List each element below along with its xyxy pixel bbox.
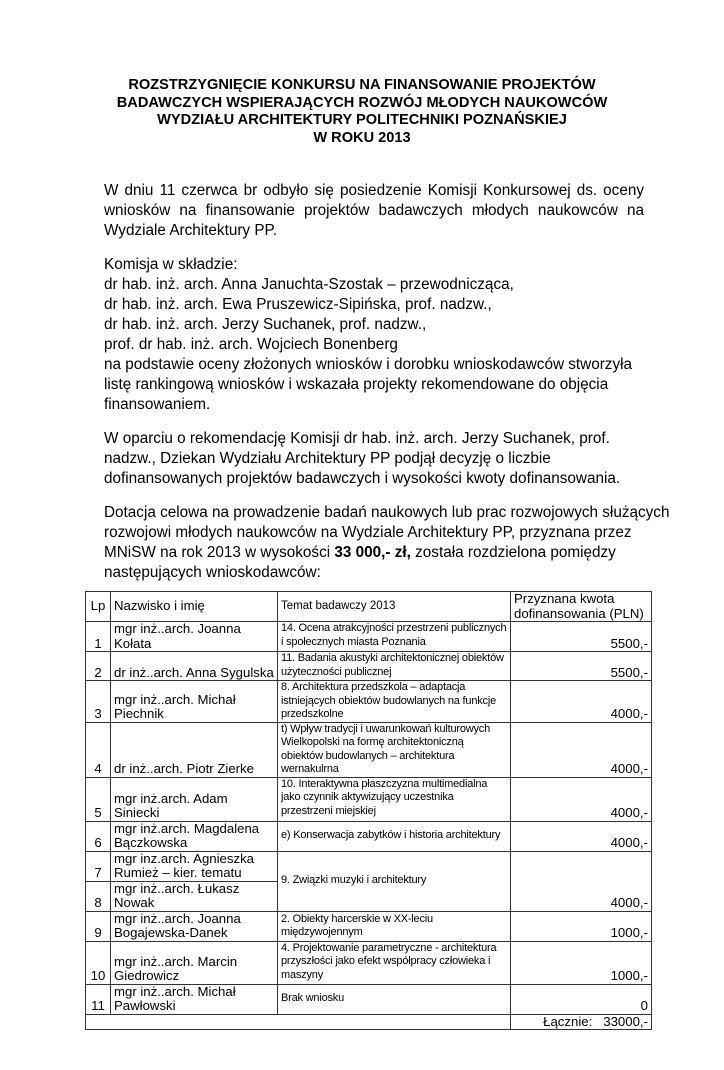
row-amount: 4000,- [511, 777, 652, 821]
row-lp: 3 [86, 681, 111, 723]
total-label: Łącznie: [543, 1013, 593, 1029]
title-line: W ROKU 2013 [313, 129, 411, 146]
text-line [104, 543, 644, 563]
commission-member: dr hab. inż. arch. Ewa Pruszewicz-Sipińska, prof. nadzw., [104, 296, 492, 313]
row-name: mgr inż..arch. Michał Piechnik [111, 681, 278, 723]
table-row [86, 911, 652, 941]
header-amount: Przyznana kwota dofinansowania (PLN) [511, 592, 652, 622]
commission-intro: Komisja w składzie: [104, 256, 238, 273]
row-name: mgr inż..arch. Łukasz Nowak [111, 881, 278, 911]
text-line: nadzw., Dziekan Wydziału Architektury PP podjął decyzję o liczbie [104, 450, 551, 467]
row-topic: 10. Interaktywna płaszczyzna multimedialna jako czynnik aktywizujący uczestnika przestrzeni miejskiej [278, 777, 511, 821]
paragraph-decision [104, 429, 644, 489]
row-name: mgr inż..arch. Marcin Giedrowicz [111, 941, 278, 984]
row-lp: 2 [86, 652, 111, 681]
document-title [80, 77, 644, 147]
total-cell [511, 1014, 652, 1030]
text-line: dofinansowanych projektów badawczych i wysokości kwoty dofinansowania. [104, 470, 621, 487]
row-lp: 9 [86, 911, 111, 941]
header-name: Nazwisko i imię [111, 592, 278, 622]
table-row [86, 821, 652, 851]
row-topic: e) Konserwacja zabytków i historia architektury [278, 821, 511, 851]
row-topic: 11. Badania akustyki architektonicznej obiektów użyteczności publicznej [278, 652, 511, 681]
text-line: W oparciu o rekomendację Komisji dr hab. inż. arch. Jerzy Suchanek, prof. [104, 430, 610, 447]
text: MNiSW na rok 2013 w wysokości [104, 544, 335, 561]
table-header [86, 592, 652, 622]
row-topic: t) Wpływ tradycji i uwarunkowań kulturowych Wielkopolski na formę architektoniczną obiektów budowlanych – architektura wernakulrna [278, 722, 511, 777]
row-amount: 4000,- [511, 722, 652, 777]
grants-table [85, 591, 652, 1030]
row-lp: 10 [86, 941, 111, 984]
row-lp: 5 [86, 777, 111, 821]
commission-member: prof. dr hab. inż. arch. Wojciech Bonenberg [104, 336, 398, 353]
table-row [86, 622, 652, 652]
grant-amount: 33 000,- zł, [334, 544, 411, 561]
row-amount: 1000,- [511, 911, 652, 941]
table-row [86, 941, 652, 984]
table-row [86, 681, 652, 723]
paragraph-commission [104, 255, 644, 415]
text-line: następujących wnioskodawców: [104, 564, 321, 581]
row-lp: 6 [86, 821, 111, 851]
empty-cell [86, 1014, 511, 1030]
row-lp: 7 [86, 851, 111, 881]
row-name: mgr inż..arch. Joanna Bogajewska-Danek [111, 911, 278, 941]
table-wrapper [85, 591, 724, 1030]
text-line: rozwojowi młodych naukowców na Wydziale Architektury PP, przyznana przez [104, 524, 632, 541]
row-amount: 1000,- [511, 941, 652, 984]
total-value: 33000,- [603, 1013, 648, 1029]
title-line: WYDZIAŁU ARCHITEKTURY POLITECHNIKI POZNAŃSKIEJ [157, 112, 567, 128]
table-row [86, 777, 652, 821]
commission-result: na podstawie oceny złożonych wniosków i dorobku wnioskodawców stworzyła listę rankingową wniosków i wskazała projekty rekomendowane do objęcia finansowaniem. [104, 356, 633, 413]
row-name: mgr inż..arch. Joanna Kołata [111, 622, 278, 652]
row-name: dr inż..arch. Piotr Zierke [111, 722, 278, 777]
row-name: mgr inż.arch. Magdalena Bączkowska [111, 821, 278, 851]
row-name: mgr inz.arch. Agnieszka Rumież – kier. tematu [111, 851, 278, 881]
row-topic: Brak wniosku [278, 984, 511, 1014]
row-amount: 4000,- [511, 851, 652, 911]
row-lp: 1 [86, 622, 111, 652]
paragraph-grant [104, 503, 670, 583]
row-topic: 9. Związki muzyki i architektury [278, 851, 511, 911]
row-lp: 11 [86, 984, 111, 1014]
row-topic: 14. Ocena atrakcyjności przestrzeni publicznych i społecznych miasta Poznania [278, 622, 511, 652]
row-name: dr inż..arch. Anna Sygulska [111, 652, 278, 681]
row-topic: 2. Obiekty harcerskie w XX-leciu międzywojennym [278, 911, 511, 941]
row-amount: 4000,- [511, 821, 652, 851]
row-amount: 0 [511, 984, 652, 1014]
row-name: mgr inż.arch. Adam Siniecki [111, 777, 278, 821]
paragraph-meeting: W dniu 11 czerwca br odbyło się posiedzenie Komisji Konkursowej ds. oceny wniosków na finansowanie projektów badawczych młodych naukowców na Wydziale Architektury PP. [104, 182, 644, 239]
title-line: ROZSTRZYGNIĘCIE KONKURSU NA FINANSOWANIE PROJEKTÓW [128, 77, 596, 93]
commission-member: dr hab. inż. arch. Jerzy Suchanek, prof. nadzw., [104, 316, 427, 333]
commission-member: dr hab. inż. arch. Anna Januchta-Szostak – przewodnicząca, [104, 276, 514, 293]
table-row [86, 722, 652, 777]
row-amount: 5500,- [511, 652, 652, 681]
table-row [86, 984, 652, 1014]
header-lp: Lp [86, 592, 111, 622]
row-amount: 5500,- [511, 622, 652, 652]
row-name: mgr inż..arch. Michał Pawłowski [111, 984, 278, 1014]
row-amount: 4000,- [511, 681, 652, 723]
row-topic: 4. Projektowanie parametryczne - architektura przyszłości jako efekt współpracy człowieka i maszyny [278, 941, 511, 984]
text-line: Dotacja celowa na prowadzenie badań naukowych lub prac rozwojowych służących [104, 504, 670, 521]
row-lp: 8 [86, 881, 111, 911]
text: została rozdzielona pomiędzy [410, 544, 616, 561]
table-row [86, 652, 652, 681]
table-total-row [86, 1014, 652, 1030]
row-topic: 8. Architektura przedszkola – adaptacja istniejących obiektów budowlanych na funkcje przedszkolne [278, 681, 511, 723]
row-lp: 4 [86, 722, 111, 777]
header-topic: Temat badawczy 2013 [278, 592, 511, 622]
table-row [86, 851, 652, 881]
title-line: BADAWCZYCH WSPIERAJĄCYCH ROZWÓJ MŁODYCH NAUKOWCÓW [116, 94, 608, 111]
